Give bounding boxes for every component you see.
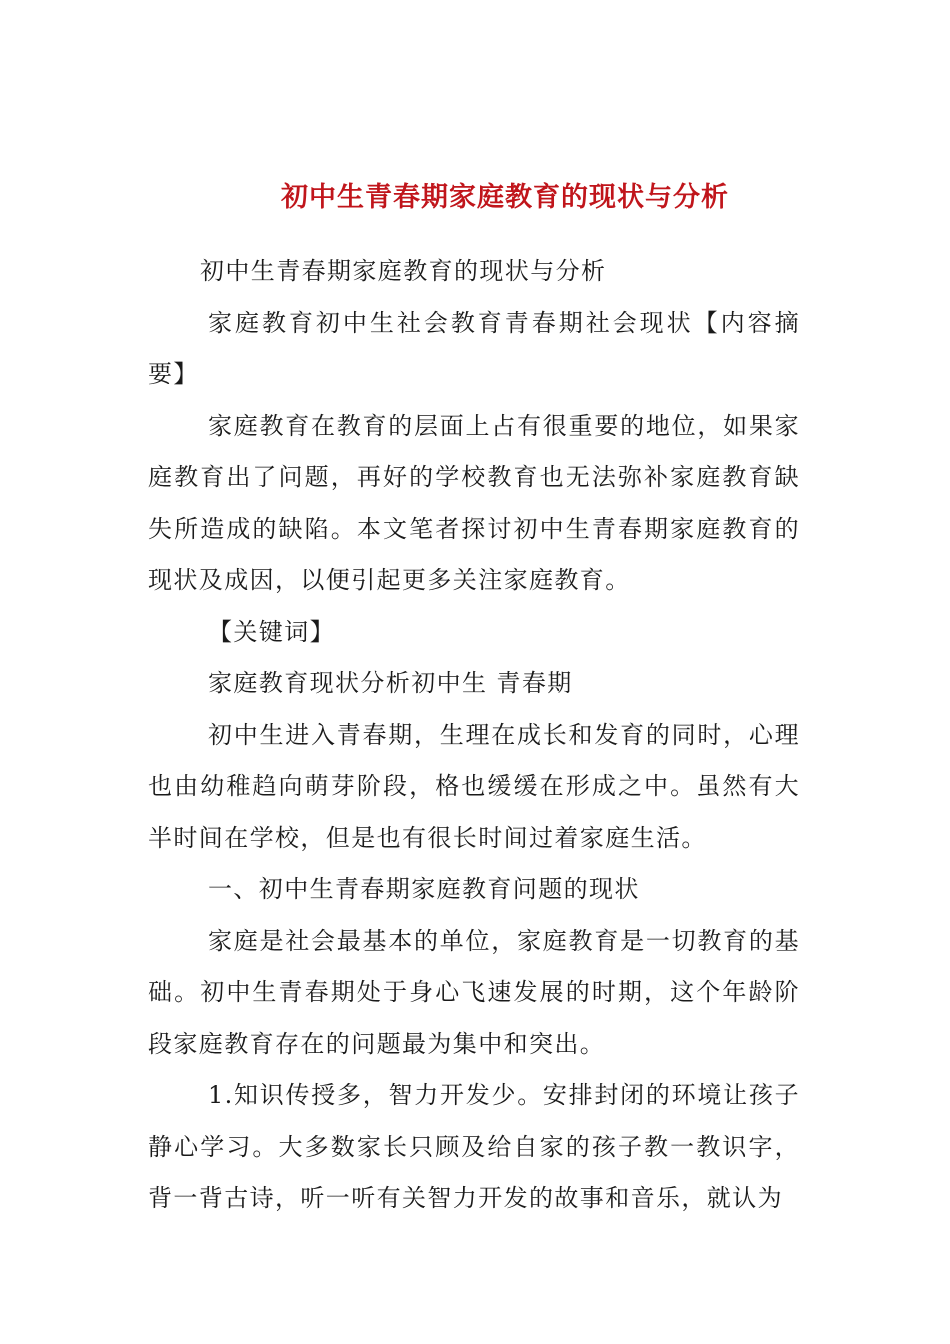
intro-paragraph: 初中生进入青春期，生理在成长和发育的同时，心理也由幼稚趋向萌芽阶段，格也缓缓在形成之中。虽然有大半时间在学校，但是也有很长时间过着家庭生活。: [148, 720, 800, 852]
abstract-paragraph: 家庭教育在教育的层面上占有很重要的地位，如果家庭教育出了问题，再好的学校教育也无法弥补家庭教育缺失所造成的缺陷。本文笔者探讨初中生青春期家庭教育的现状及成因，以便引起更多关注家庭教育。: [148, 411, 800, 594]
document-body: [148, 246, 800, 1225]
point-paragraph: 1.知识传授多，智力开发少。安排封闭的环境让孩子静心学习。大多数家长只顾及给自家的孩子教一教识字，背一背古诗，听一听有关智力开发的故事和音乐，就认为: [148, 1081, 800, 1212]
section-heading: 一、初中生青春期家庭教育问题的现状: [208, 875, 640, 903]
document-subtitle: 初中生青春期家庭教育的现状与分析: [200, 257, 607, 285]
keywords-paragraph: 家庭教育现状分析初中生 青春期: [208, 669, 573, 697]
document-title: 初中生青春期家庭教育的现状与分析: [281, 182, 729, 213]
keywords-heading: 【关键词】: [208, 617, 335, 646]
abstract-heading: 家庭教育初中生社会教育青春期社会现状【内容摘要】: [148, 308, 800, 388]
section-paragraph: 家庭是社会最基本的单位，家庭教育是一切教育的基础。初中生青春期处于身心飞速发展的时期，这个年龄阶段家庭教育存在的问题最为集中和突出。: [148, 926, 800, 1058]
